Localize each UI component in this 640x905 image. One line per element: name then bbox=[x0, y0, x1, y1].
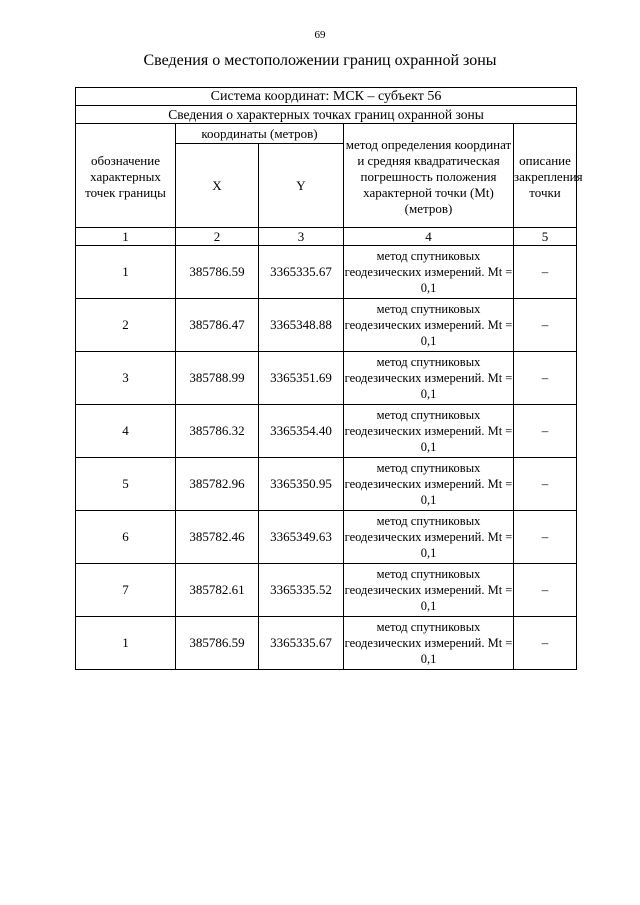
header-row bbox=[76, 124, 577, 144]
column-number-row bbox=[76, 228, 577, 246]
point-cell: 2 bbox=[76, 299, 176, 352]
description-cell: – bbox=[514, 564, 577, 617]
header-method: метод определения координат и средняя квадратическая погрешность положения характерной точки (Mt) (метров) bbox=[344, 124, 514, 228]
point-cell: 4 bbox=[76, 405, 176, 458]
description-cell: – bbox=[514, 352, 577, 405]
x-coordinate-cell: 385782.96 bbox=[176, 458, 259, 511]
x-coordinate-cell: 385782.46 bbox=[176, 511, 259, 564]
y-coordinate-cell: 3365351.69 bbox=[259, 352, 344, 405]
section-caption-row bbox=[76, 106, 577, 124]
description-cell: – bbox=[514, 617, 577, 670]
point-cell: 7 bbox=[76, 564, 176, 617]
y-coordinate-cell: 3365335.52 bbox=[259, 564, 344, 617]
table-row bbox=[76, 458, 577, 511]
y-coordinate-cell: 3365350.95 bbox=[259, 458, 344, 511]
table-row bbox=[76, 246, 577, 299]
header-coordinates: координаты (метров) bbox=[176, 124, 344, 144]
header-point-designation: обозначение характерных точек границы bbox=[76, 124, 176, 228]
method-cell: метод спутниковых геодезических измерений. Mt = 0,1 bbox=[344, 564, 514, 617]
point-cell: 6 bbox=[76, 511, 176, 564]
column-number: 1 bbox=[76, 228, 176, 246]
x-coordinate-cell: 385786.59 bbox=[176, 246, 259, 299]
table-row bbox=[76, 617, 577, 670]
description-cell: – bbox=[514, 246, 577, 299]
x-coordinate-cell: 385782.61 bbox=[176, 564, 259, 617]
method-cell: метод спутниковых геодезических измерений. Mt = 0,1 bbox=[344, 299, 514, 352]
description-cell: – bbox=[514, 511, 577, 564]
y-coordinate-cell: 3365349.63 bbox=[259, 511, 344, 564]
x-coordinate-cell: 385788.99 bbox=[176, 352, 259, 405]
page-number: 69 bbox=[314, 29, 326, 41]
header-y: Y bbox=[259, 144, 344, 228]
column-number: 2 bbox=[176, 228, 259, 246]
table-row bbox=[76, 405, 577, 458]
y-coordinate-cell: 3365348.88 bbox=[259, 299, 344, 352]
x-coordinate-cell: 385786.47 bbox=[176, 299, 259, 352]
y-coordinate-cell: 3365335.67 bbox=[259, 246, 344, 299]
point-cell: 1 bbox=[76, 246, 176, 299]
document-title: Сведения о местоположении границ охранной зоны bbox=[143, 52, 497, 69]
table-row bbox=[76, 352, 577, 405]
table-row bbox=[76, 511, 577, 564]
y-coordinate-cell: 3365335.67 bbox=[259, 617, 344, 670]
section-caption: Сведения о характерных точках границ охранной зоны bbox=[76, 106, 577, 124]
column-number: 4 bbox=[344, 228, 514, 246]
point-cell: 3 bbox=[76, 352, 176, 405]
point-cell: 5 bbox=[76, 458, 176, 511]
description-cell: – bbox=[514, 299, 577, 352]
method-cell: метод спутниковых геодезических измерений. Mt = 0,1 bbox=[344, 405, 514, 458]
header-x: X bbox=[176, 144, 259, 228]
table-row bbox=[76, 299, 577, 352]
table-row bbox=[76, 564, 577, 617]
x-coordinate-cell: 385786.59 bbox=[176, 617, 259, 670]
method-cell: метод спутниковых геодезических измерений. Mt = 0,1 bbox=[344, 511, 514, 564]
x-coordinate-cell: 385786.32 bbox=[176, 405, 259, 458]
coordinate-system-caption: Система координат: МСК – субъект 56 bbox=[76, 88, 577, 106]
method-cell: метод спутниковых геодезических измерений. Mt = 0,1 bbox=[344, 246, 514, 299]
column-number: 3 bbox=[259, 228, 344, 246]
boundary-points-table bbox=[75, 87, 583, 670]
y-coordinate-cell: 3365354.40 bbox=[259, 405, 344, 458]
header-description: описание закрепления точки bbox=[514, 124, 577, 228]
column-number: 5 bbox=[514, 228, 577, 246]
point-cell: 1 bbox=[76, 617, 176, 670]
description-cell: – bbox=[514, 405, 577, 458]
method-cell: метод спутниковых геодезических измерений. Mt = 0,1 bbox=[344, 352, 514, 405]
method-cell: метод спутниковых геодезических измерений. Mt = 0,1 bbox=[344, 458, 514, 511]
method-cell: метод спутниковых геодезических измерений. Mt = 0,1 bbox=[344, 617, 514, 670]
system-caption-row bbox=[76, 88, 577, 106]
description-cell: – bbox=[514, 458, 577, 511]
